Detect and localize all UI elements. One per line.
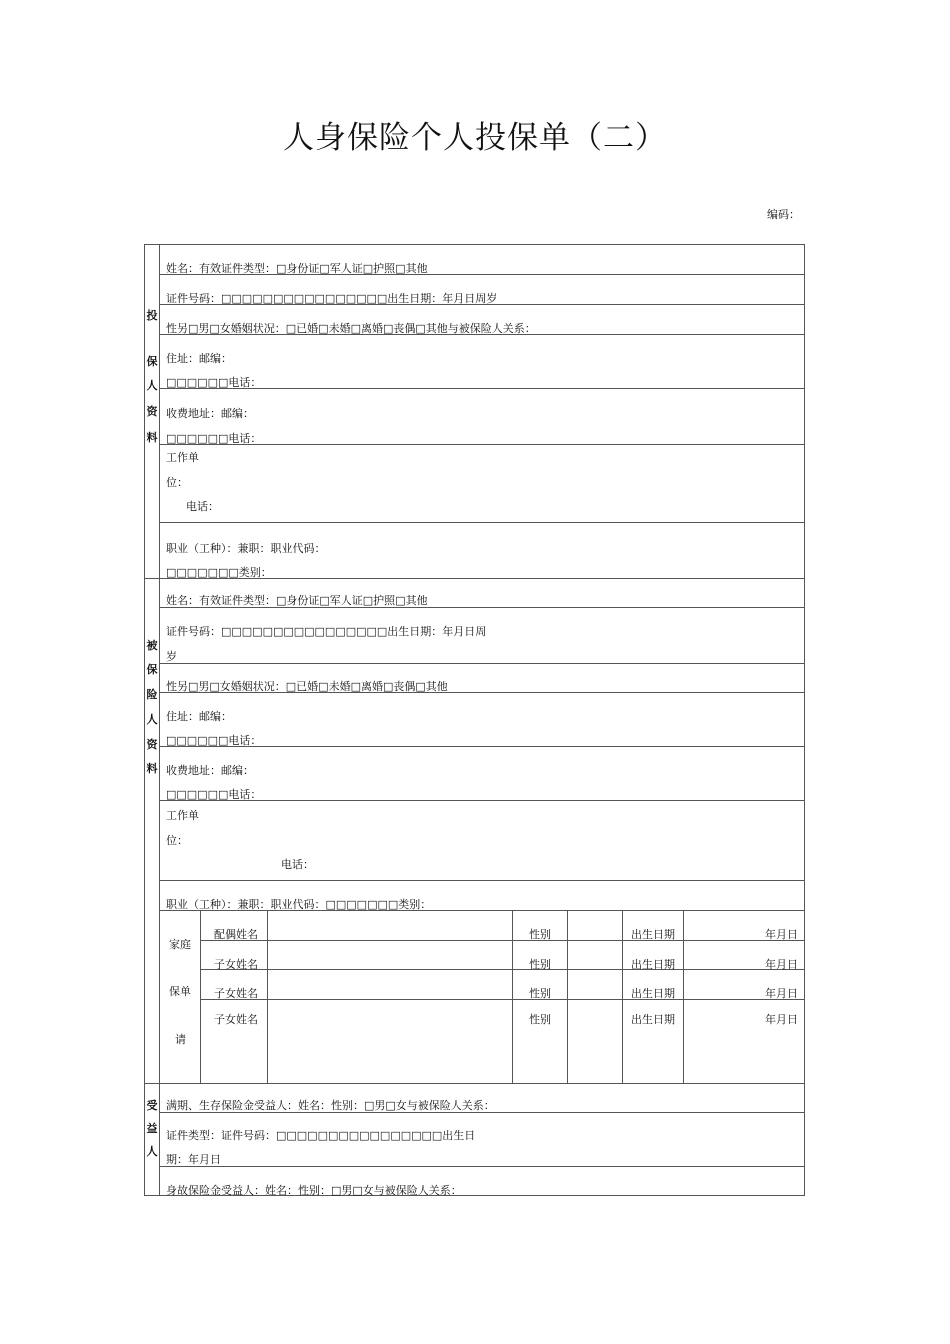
applicant-work-phone: 电话： [186,500,219,513]
applicant-gender-row: 性另□男□女婚姻状况：□已婚□未婚□离婚□丧偶□其他与被保险人关系： [166,322,536,335]
insured-id-row: 证件号码：□□□□□□□□□□□□□□□□出生日期：年月日周 [166,625,487,638]
family-side-label: 请 [175,1033,186,1046]
family-side-label: 家庭 [169,938,191,951]
page-title: 人身保险个人投保单（二） [283,120,667,156]
applicant-job-row: 职业（工种）：兼职：职业代码： [166,542,326,555]
beneficiary-id-row: 证件类型：证件号码：□□□□□□□□□□□□□□□□出生日 [166,1129,476,1142]
insured-work-label-2: 位： [166,834,188,847]
applicant-work-label: 工作单 [166,451,199,464]
application-form: 投 保 人 资 料 姓名：有效证件类型：□身份证□军人证□护照□其他 证件号码：□□□□□□□□□□□□□□□□出生日期：年月日周岁 性另□男□女婚姻状况：□已婚□未婚□离婚□丧偶□其他与被保险人关系： 住址：邮编： □□□□□□电话： 收费地址：邮编： □□□□□□电话： 工作单 位： 电话： 职业（工种）：兼职：职业代码： □□□□□□□类别： 被 保 险 人 资 料 姓名：有效证件类型：□身份证□军人证□护照□其他 证件号码：□□□□□□□□□□□□□□□□出生日期：年月日周 岁 性另□男□女婚姻状况：□已婚□未婚□离婚□丧偶□其他 住址：邮编： □□□□□□电话： 收费地址：邮编： □□□□□□电话： 工作单 位： 电话： 职业（工种）：兼职：职业代码：□□□□□□□类别： 家庭 保单 请 配偶姓名 性别 出生日期 年月日 子女姓名 性别 出生日期 年月日 子女姓名 性别 出生日期 年月日 子女姓名 性别 出生日期 年月日 受 益 人 满期、生存保险金受益人：姓名：性别：□男□女与被保险人关系： 证件类型：证件号码：□□□□□□□□□□□□□□□□出生日 期：年月日 身故保险金受益人：姓名：性别：□男□女与被保险人关系： [144,244,805,1196]
family-side-label: 保单 [169,985,191,998]
applicant-id-row: 证件号码：□□□□□□□□□□□□□□□□出生日期：年月日周岁 [166,292,498,305]
insured-job-row: 职业（工种）：兼职：职业代码：□□□□□□□类别： [166,898,432,911]
insured-work-label: 工作单 [166,809,199,822]
applicant-billing-label: 收费地址：邮编： [166,407,254,420]
code-label: 编码： [767,208,800,221]
insured-billing-phone: □□□□□□电话： [166,788,262,801]
applicant-address-phone: □□□□□□电话： [166,376,262,389]
applicant-billing-phone: □□□□□□电话： [166,432,262,445]
insured-address-label: 住址：邮编： [166,710,232,723]
beneficiary-maturity-row: 满期、生存保险金受益人：姓名：性别：□男□女与被保险人关系： [166,1099,495,1112]
insured-address-phone: □□□□□□电话： [166,734,262,747]
insured-gender-row: 性另□男□女婚姻状况：□已婚□未婚□离婚□丧偶□其他 [166,680,448,693]
insured-work-phone: 电话： [281,858,314,871]
insured-name-row: 姓名：有效证件类型：□身份证□军人证□护照□其他 [166,594,428,607]
insured-id-row-2: 岁 [166,650,177,663]
applicant-work-label-2: 位： [166,476,188,489]
applicant-address-label: 住址：邮编： [166,352,232,365]
beneficiary-death-row: 身故保险金受益人：姓名：性别：□男□女与被保险人关系： [166,1184,462,1197]
applicant-name-row: 姓名：有效证件类型：□身份证□军人证□护照□其他 [166,262,428,275]
beneficiary-id-row-2: 期：年月日 [166,1153,221,1166]
insured-billing-label: 收费地址：邮编： [166,764,254,777]
applicant-job-code: □□□□□□□类别： [166,566,272,579]
